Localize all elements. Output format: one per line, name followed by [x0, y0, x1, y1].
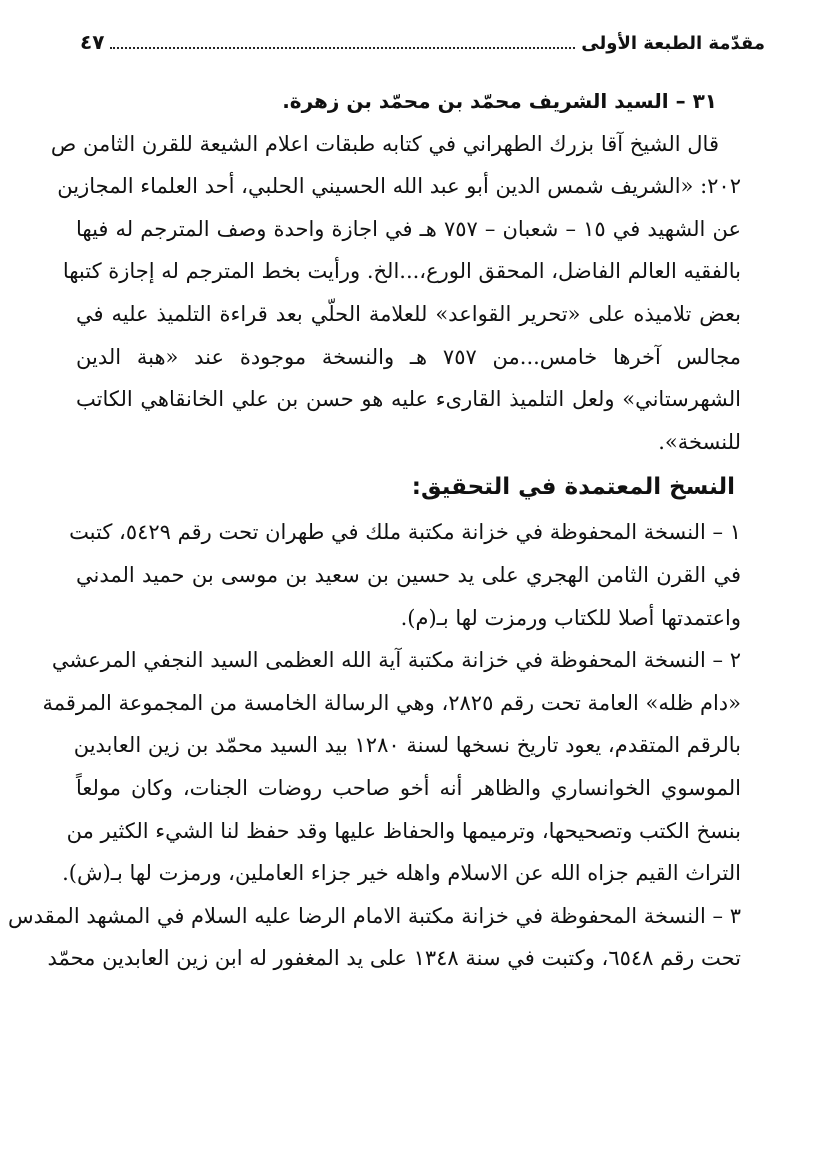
paragraph-line: بعض تلاميذه على «تحرير القواعد» للعلامة الحلّي بعد قراءة التلميذ عليه في — [76, 301, 741, 326]
paragraph-line: بالفقيه العالم الفاضل، المحقق الورع،...الخ. ورأيت بخط المترجم له إجازة كتبها — [62, 259, 741, 284]
paragraph-biography — [50, 123, 742, 464]
entry-heading: ٣١ – السيد الشريف محمّد بن محمّد بن زهرة. — [282, 89, 717, 113]
paragraph-line: تحت رقم ٦٥٤٨، وكتبت في سنة ١٣٤٨ على يد المغفور له ابن زين العابدين محمّد — [47, 946, 741, 971]
running-header — [80, 30, 765, 60]
paragraph-line: عن الشهيد في ١٥ – شعبان – ٧٥٧ هـ في اجازة واحدة وصف المترجم له فيها — [76, 216, 742, 241]
paragraph-line: واعتمدتها أصلا للكتاب ورمزت لها بـ(م). — [400, 605, 741, 630]
paragraph-line: ١ – النسخة المحفوظة في خزانة مكتبة ملك في طهران تحت رقم ٥٤٢٩، كتبت — [69, 520, 741, 545]
paragraph-line: في القرن الثامن الهجري على يد حسين بن سعيد بن موسى بن حميد المدني — [76, 562, 741, 587]
running-header-title: مقدّمة الطبعة الأولى — [581, 33, 765, 54]
paragraph-line: «دام ظله» العامة تحت رقم ٢٨٢٥، وهي الرسالة الخامسة من المجموعة المرقمة — [42, 690, 741, 715]
page-number: ٤٧ — [80, 30, 105, 54]
manuscript-item-3 — [8, 895, 741, 980]
manuscript-item-1 — [69, 511, 741, 639]
paragraph-line: بالرقم المتقدم، يعود تاريخ نسخها لسنة ١٢٨٠ بيد السيد محمّد بن زين العابدين — [73, 733, 741, 758]
paragraph-line: التراث القيم جزاه الله عن الاسلام واهله خير جزاء العاملين، ورمزت لها بـ(ش). — [62, 861, 741, 886]
paragraph-line: الشهرستاني» ولعل التلميذ القارىء عليه هو حسن بن علي الخانقاهي الكاتب — [76, 387, 741, 412]
paragraph-line: بنسخ الكتب وتصحيحها، وترميمها والحفاظ عليها وقد حفظ لنا الشيء الكثير من — [66, 818, 741, 843]
paragraph-line: ٢٠٢: «الشريف شمس الدين أبو عبد الله الحسيني الحلبي، أحد العلماء المجازين — [57, 174, 741, 199]
header-dotted-leader — [110, 46, 575, 49]
paragraph-line: للنسخة». — [658, 429, 741, 454]
paragraph-line: الموسوي الخوانساري والظاهر أنه أخو صاحب روضات الجنات، وكان مولعاً — [76, 775, 741, 800]
manuscript-item-2 — [42, 639, 741, 895]
section-heading: النسخ المعتمدة في التحقيق: — [411, 474, 735, 501]
paragraph-line: قال الشيخ آقا بزرك الطهراني في كتابه طبقات اعلام الشيعة للقرن الثامن ص — [50, 131, 719, 156]
paragraph-line: ٣ – النسخة المحفوظة في خزانة مكتبة الامام الرضا عليه السلام في المشهد المقدس — [8, 903, 741, 928]
page-body — [8, 80, 742, 980]
paragraph-line: مجالس آخرها خامس...من ٧٥٧ هـ والنسخة موجودة عند «هبة الدين — [76, 344, 741, 369]
paragraph-line: ٢ – النسخة المحفوظة في خزانة مكتبة آية الله العظمى السيد النجفي المرعشي — [51, 648, 741, 673]
